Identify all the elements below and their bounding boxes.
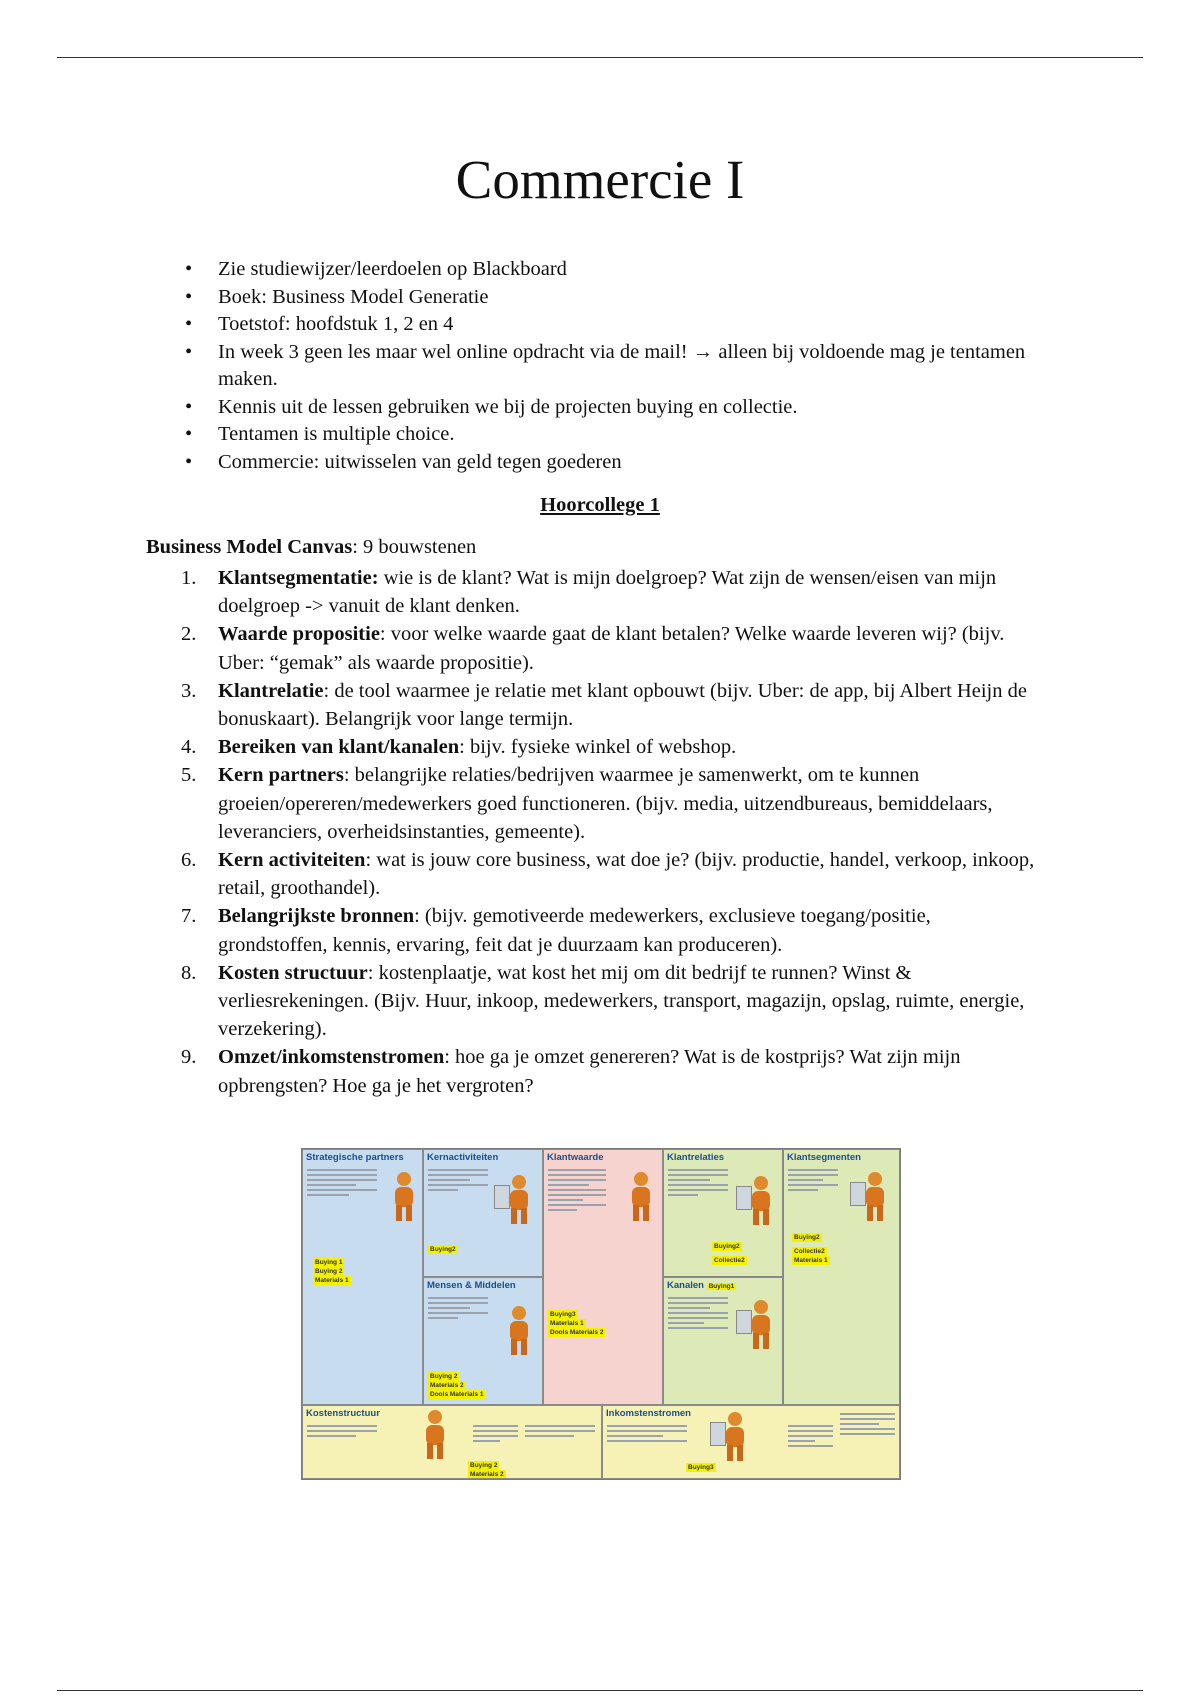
top-rule	[57, 57, 1143, 58]
canvas-header: Strategische partners	[306, 1152, 404, 1163]
figure-icon	[718, 1412, 752, 1462]
figure-icon	[418, 1410, 452, 1460]
list-item: • Tentamen is multiple choice.	[218, 421, 1038, 449]
tag: Buying1	[708, 1283, 735, 1290]
bullet: •	[185, 258, 193, 280]
list-item: 3. Klantrelatie: de tool waarmee je relatie met klant opbouwt (bijv. Uber: de app, bij Albert Heijn de bonuskaart). Belangrijk voor lange termijn.	[181, 679, 1027, 731]
placeholder-text-lines	[668, 1294, 728, 1332]
placeholder-text-lines	[428, 1294, 488, 1322]
bullet: •	[185, 423, 193, 445]
tag: Dools Materials 2	[550, 1329, 604, 1336]
canvas-header: Kanalen Buying1	[667, 1280, 735, 1291]
tag: Buying 1	[315, 1259, 343, 1266]
tag: Buying 2	[470, 1462, 498, 1469]
placeholder-text-lines	[307, 1166, 377, 1199]
list-item: 2. Waarde propositie: voor welke waarde gaat de klant betalen? Welke waarde leveren wij? (bijv. Uber: “gemak” als waarde propositie).	[181, 623, 1005, 674]
canvas-activities	[423, 1149, 543, 1277]
figure-icon	[502, 1306, 536, 1356]
list-item: • Toetstof: hoofdstuk 1, 2 en 4	[218, 311, 1038, 339]
tag: Buying 2	[430, 1373, 458, 1380]
business-model-canvas-figure	[301, 1148, 901, 1480]
tag: Buying2	[714, 1243, 740, 1250]
figure-icon	[744, 1300, 778, 1350]
canvas-channels	[663, 1277, 783, 1405]
canvas-header: Kostenstructuur	[306, 1408, 380, 1419]
placeholder-text-lines	[607, 1422, 687, 1445]
tag: Buying2	[430, 1246, 456, 1253]
tag: Dools Materials 1	[430, 1391, 484, 1398]
figure-icon	[624, 1172, 658, 1222]
bmc-rest: : 9 bouwstenen	[352, 536, 477, 558]
bottom-rule	[57, 1690, 1143, 1691]
intro-list	[185, 256, 1038, 476]
list-item: • Zie studiewijzer/leerdoelen op Blackboard	[218, 256, 1038, 284]
canvas-segments	[783, 1149, 900, 1405]
placeholder-text-lines	[548, 1166, 606, 1214]
bmc-label: Business Model Canvas	[146, 536, 353, 558]
canvas-costs	[302, 1405, 602, 1479]
tag: Buying3	[550, 1311, 576, 1318]
list-item: • Kennis uit de lessen gebruiken we bij de projecten buying en collectie.	[218, 394, 1038, 422]
canvas-header: Mensen & Middelen	[427, 1280, 516, 1291]
figure-icon	[502, 1175, 536, 1225]
tag: Buying2	[794, 1234, 820, 1241]
building-blocks-list	[181, 564, 1038, 1100]
list-item: 5. Kern partners: belangrijke relaties/bedrijven waarmee je samenwerkt, om te kunnen groeien/opereren/medewerkers goed functioneren. (bijv. media, uitzendbureaus, bemiddelaars, leveranciers, overheidsinstanties, gemeente).	[181, 764, 993, 843]
tag: Buying3	[688, 1464, 714, 1471]
tag: Materials 2	[470, 1471, 504, 1478]
canvas-header: Klantsegmenten	[787, 1152, 861, 1163]
canvas-header: Klantwaarde	[547, 1152, 604, 1163]
figure-icon	[744, 1176, 778, 1226]
figure-icon	[387, 1172, 421, 1222]
placeholder-text-lines	[668, 1166, 728, 1199]
figure-icon	[858, 1172, 892, 1222]
list-item: 1. Klantsegmentatie: wie is de klant? Wat is mijn doelgroep? Wat zijn de wensen/eisen van mijn doelgroep -> vanuit de klant denken.	[181, 567, 997, 618]
placeholder-text-lines	[788, 1166, 838, 1194]
list-item: • Commercie: uitwisselen van geld tegen goederen	[218, 449, 1038, 477]
placeholder-text-lines	[428, 1166, 488, 1194]
placeholder-text-lines	[840, 1410, 895, 1438]
canvas-partners	[302, 1149, 423, 1405]
list-item: 4. Bereiken van klant/kanalen: bijv. fysieke winkel of webshop.	[181, 736, 737, 759]
tag: Materials 1	[794, 1257, 828, 1264]
list-item: 8. Kosten structuur: kostenplaatje, wat kost het mij om dit bedrijf te runnen? Winst & verliesrekeningen. (Bijv. Huur, inkoop, medewerkers, transport, magazijn, opslag, ruimte, energie, verzekering).	[181, 961, 1025, 1041]
canvas-header: Inkomstenstromen	[606, 1408, 691, 1419]
section-heading: Hoorcollege 1	[540, 494, 660, 516]
list-item: 6. Kern activiteiten: wat is jouw core business, wat doe je? (bijv. productie, handel, verkoop, inkoop, retail, groothandel).	[181, 849, 1035, 900]
bullet: •	[185, 313, 193, 335]
tag: Collectie2	[794, 1248, 825, 1255]
canvas-resources	[423, 1277, 543, 1405]
tag: Materials 1	[315, 1277, 349, 1284]
placeholder-text-lines	[307, 1422, 377, 1440]
tag: Buying 2	[315, 1268, 343, 1275]
tag: Materials 1	[550, 1320, 584, 1327]
bullet: •	[185, 285, 193, 308]
bmc-intro	[146, 536, 476, 559]
tag: Materials 2	[430, 1382, 464, 1389]
bullet: •	[185, 395, 193, 418]
placeholder-text-lines	[473, 1422, 518, 1445]
placeholder-text-lines	[788, 1422, 833, 1450]
canvas-value	[543, 1149, 663, 1405]
page-title: Commercie I	[455, 149, 745, 210]
canvas-revenue	[602, 1405, 900, 1479]
canvas-header: Klantrelaties	[667, 1152, 725, 1163]
tag: Collectie2	[714, 1257, 745, 1264]
placeholder-text-lines	[525, 1422, 595, 1440]
list-item: • Boek: Business Model Generatie	[218, 284, 1038, 312]
list-item: 7. Belangrijkste bronnen: (bijv. gemotiveerde medewerkers, exclusieve toegang/positie, grondstoffen, kennis, ervaring, feit dat je duurzaam kan produceren).	[181, 905, 931, 956]
list-item: 9. Omzet/inkomstenstromen: hoe ga je omzet genereren? Wat is de kostprijs? Wat zijn mijn opbrengsten? Hoe ga je het vergroten?	[181, 1046, 961, 1097]
bullet: •	[185, 340, 193, 363]
list-item: • In week 3 geen les maar wel online opdracht via de mail! → alleen bij voldoende mag je tentamen maken.	[185, 340, 1026, 390]
canvas-header: Kernactiviteiten	[427, 1152, 499, 1163]
canvas-relations	[663, 1149, 783, 1277]
bullet: •	[185, 450, 193, 473]
